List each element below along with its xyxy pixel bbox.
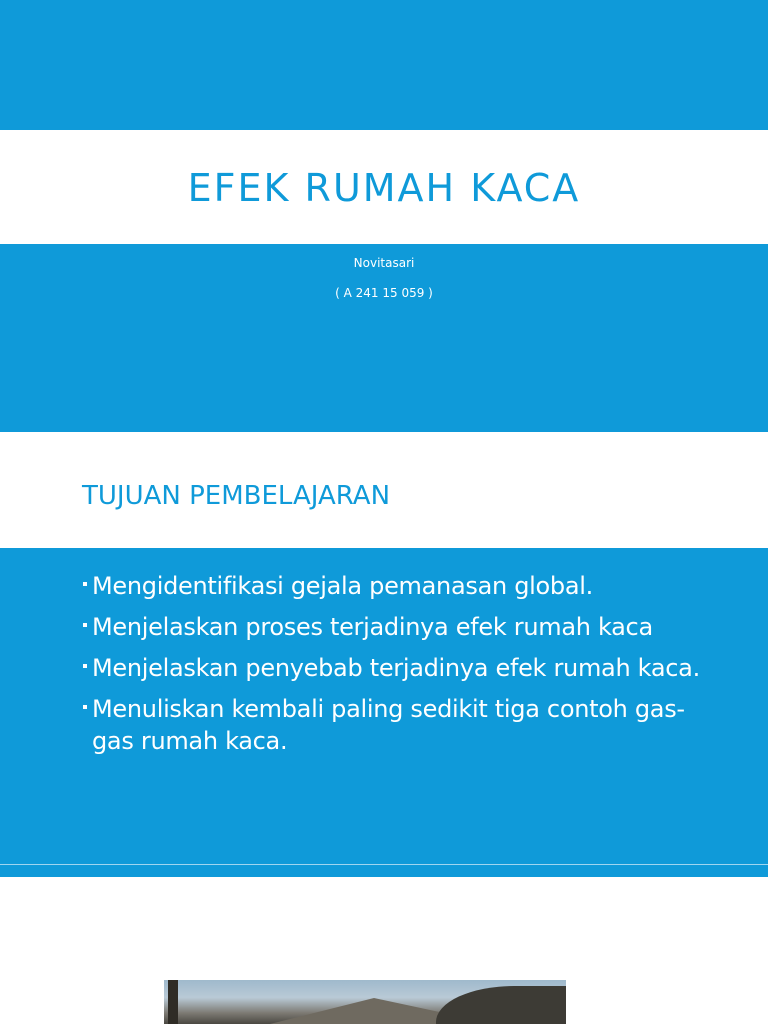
list-item-text: Menuliskan kembali paling sedikit tiga contoh gas-gas rumah kaca. bbox=[92, 695, 685, 755]
list-item bbox=[80, 693, 700, 757]
author-name: Novitasari bbox=[353, 256, 415, 270]
slide-divider bbox=[0, 864, 768, 865]
presentation-title: EFEK RUMAH KACA bbox=[187, 166, 581, 210]
list-item-text: Menjelaskan penyebab terjadinya efek rumah kaca. bbox=[92, 654, 700, 682]
list-item-text: Menjelaskan proses terjadinya efek rumah kaca bbox=[92, 613, 653, 641]
bullet-icon bbox=[83, 664, 87, 668]
slide-title bbox=[0, 0, 768, 432]
slide-image bbox=[0, 877, 768, 1024]
list-item bbox=[80, 652, 700, 684]
bullet-icon bbox=[83, 705, 87, 709]
list-item bbox=[80, 570, 700, 602]
list-item bbox=[80, 611, 700, 643]
bullet-icon bbox=[83, 582, 87, 586]
slide-objectives bbox=[0, 444, 768, 877]
bullet-icon bbox=[83, 623, 87, 627]
tree-shape bbox=[168, 980, 178, 1024]
list-item-text: Mengidentifikasi gejala pemanasan global. bbox=[92, 572, 593, 600]
landscape-photo bbox=[164, 980, 566, 1024]
student-id: ( A 241 15 059 ) bbox=[335, 286, 433, 300]
slide-heading: TUJUAN PEMBELAJARAN bbox=[82, 481, 391, 511]
slide-separator bbox=[0, 432, 768, 444]
objectives-list bbox=[80, 570, 700, 766]
hill-shape bbox=[436, 986, 566, 1024]
